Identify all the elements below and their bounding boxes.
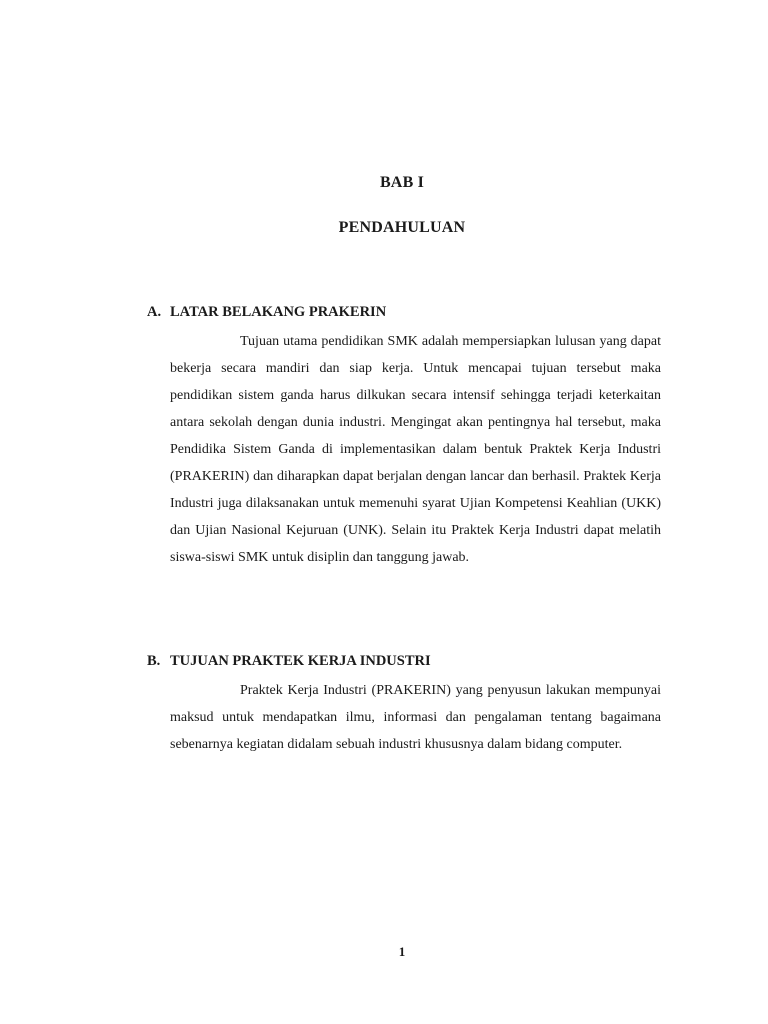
section-heading xyxy=(147,651,661,671)
section-letter: A. xyxy=(147,304,162,320)
chapter-number: BAB I xyxy=(379,174,425,191)
section-title: LATAR BELAKANG PRAKERIN xyxy=(170,304,387,320)
section-paragraph: Praktek Kerja Industri (PRAKERIN) yang penyusun lakukan mempunyai maksud untuk mendapatkan ilmu, informasi dan pengalaman tentang bagaimana sebenarnya kegiatan didalam sebuah industri khususnya dalam bidang computer. xyxy=(170,683,661,752)
section-heading xyxy=(147,302,661,322)
section-latar-belakang xyxy=(147,302,661,571)
section-tujuan xyxy=(147,651,661,758)
section-title: TUJUAN PRAKTEK KERJA INDUSTRI xyxy=(170,653,431,669)
page-number: 1 xyxy=(398,944,406,959)
chapter-title: PENDAHULUAN xyxy=(338,219,466,236)
section-letter: B. xyxy=(147,653,161,669)
section-paragraph: Tujuan utama pendidikan SMK adalah mempersiapkan lulusan yang dapat bekerja secara mandiri dan siap kerja. Untuk mencapai tujuan tersebut maka pendidikan sistem ganda harus dilkukan secara intensif sehingga terjadi keterkaitan antara sekolah dengan dunia industri. Mengingat akan pentingnya hal tersebut, maka Pendidika Sistem Ganda di implementasikan dalam bentuk Praktek Kerja Industri (PRAKERIN) dan diharapkan dapat berjalan dengan lancar dan berhasil. Praktek Kerja Industri juga dilaksanakan untuk memenuhi syarat Ujian Kompetensi Keahlian (UKK) dan Ujian Nasional Kejuruan (UNK). Selain itu Praktek Kerja Industri dapat melatih siswa-siswi SMK untuk disiplin dan tanggung jawab. xyxy=(170,334,661,565)
